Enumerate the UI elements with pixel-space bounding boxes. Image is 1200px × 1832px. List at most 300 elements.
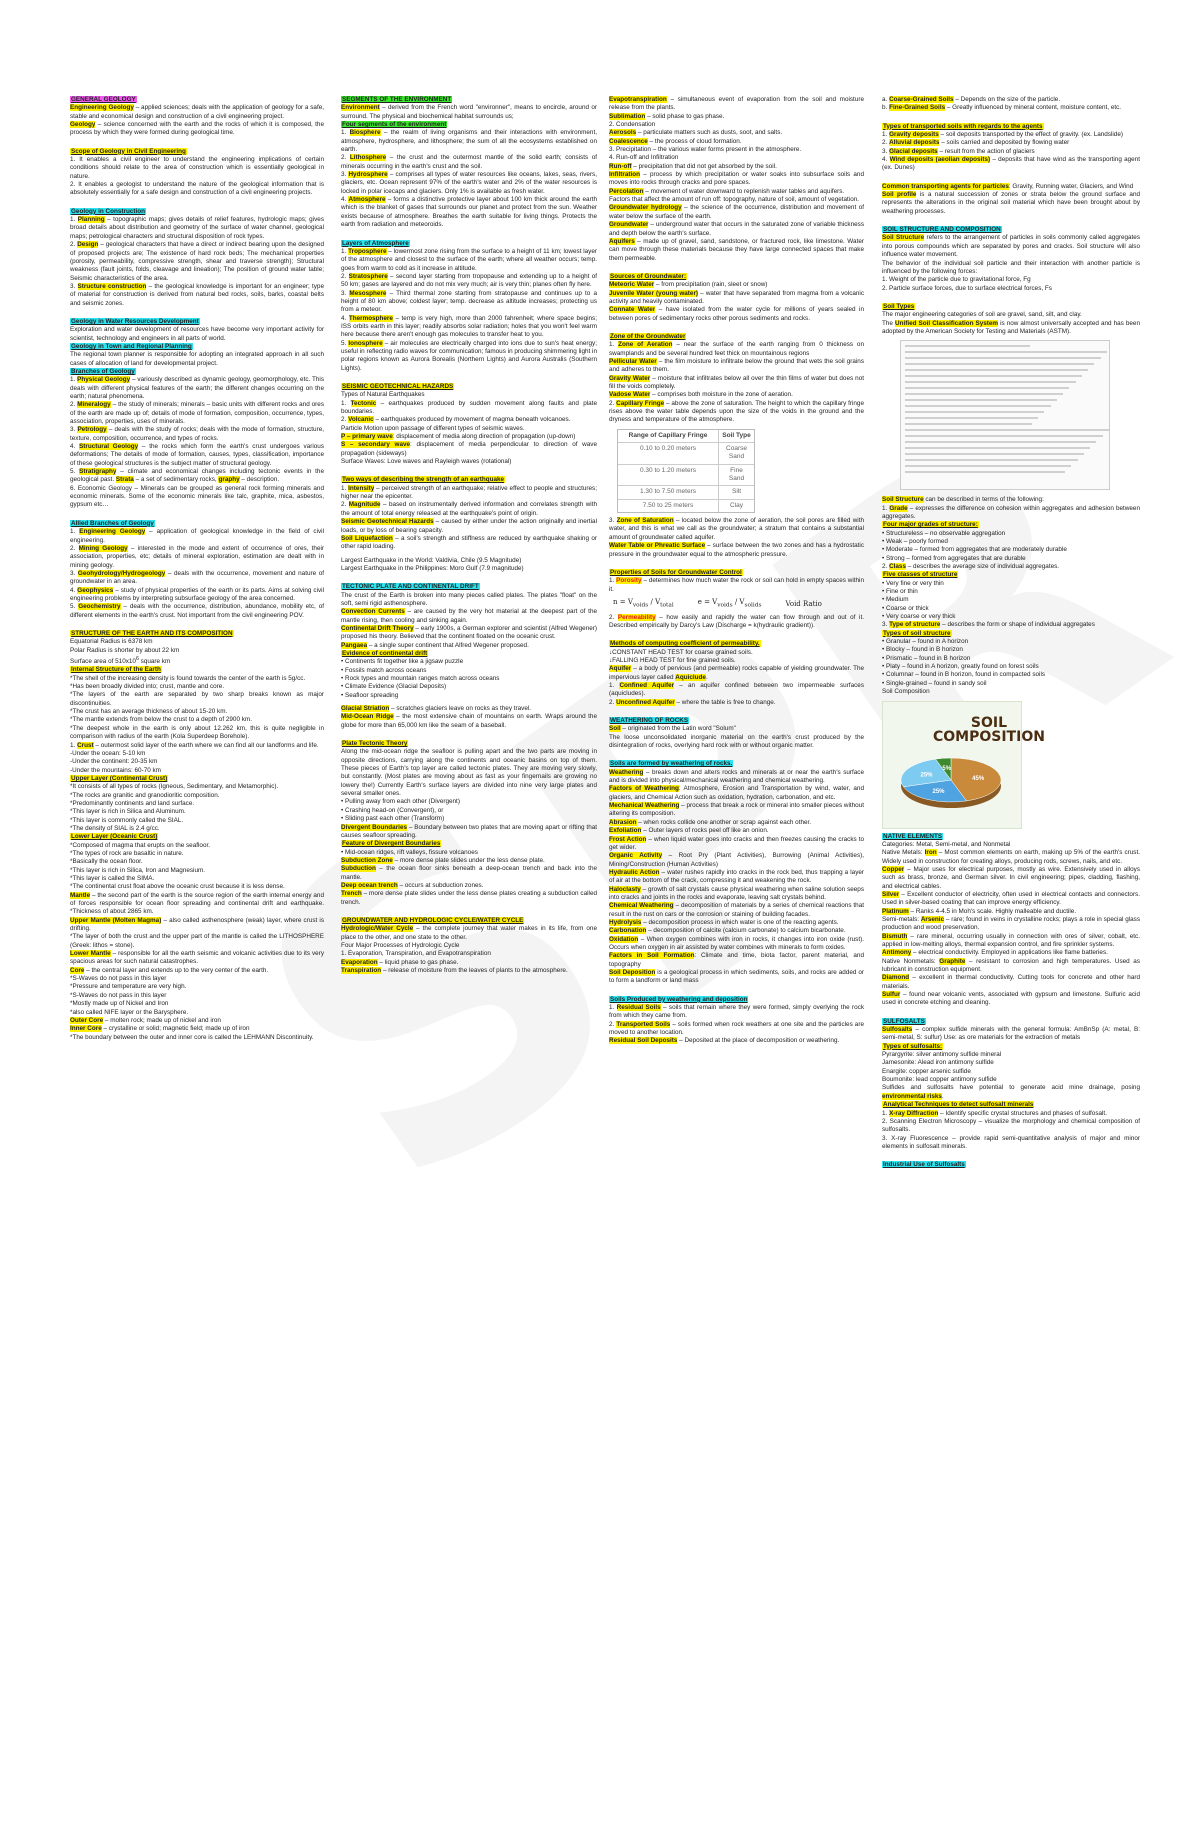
paragraph: S – secondary wave: displacement of media perpendicular to direction of wave propagation (sideways) [341, 441, 597, 457]
section-heading-text: Geology in Construction [71, 207, 146, 215]
paragraph: 2. Volcanic – earthquakes produced by movement of magma beneath volcanoes. [341, 416, 571, 424]
section-heading-text: NATIVE ELEMENTS [883, 832, 943, 840]
section-heading [341, 240, 597, 248]
chart-image-line [905, 351, 1107, 353]
paragraph: *This layer is commonly called the SIAL. [70, 816, 184, 824]
soil-composition-pie [895, 750, 1007, 812]
chart-image-line [905, 441, 1096, 443]
paragraph: Exfoliation – Outer layers of rocks peel off like an onion. [609, 827, 769, 835]
paragraph: Groundwater – underground water that occurs in the saturated zone of variable thickness and depth below the earth's surface. [609, 221, 864, 237]
section-heading [341, 840, 597, 848]
section-heading [882, 833, 1140, 841]
section-heading-text: WEATHERING OF ROCKS [610, 717, 689, 725]
paragraph: 2. Condensation [609, 121, 656, 129]
section-heading [609, 569, 864, 577]
paragraph: The behavior of the individual soil particle and their interaction with another particle is influenced by the following forces: [882, 259, 1140, 275]
paragraph: Carbonation – decomposition of calcite (calcium carbonate) to calcium bicarbonate. [609, 927, 846, 935]
paragraph: 3. Geohydrology/Hydrogeology – deals with the occurrence, movement and nature of groundwater in an area. [70, 569, 324, 586]
section-heading [70, 96, 324, 104]
spacer [341, 466, 597, 476]
paragraph: 1. Porosity – determines how much water the rock or soil can hold in empty spaces within it. [609, 577, 864, 593]
paragraph: Platinum – Ranks 4-4.5 in Moh's scale. Highly malleable and ductile. [882, 907, 1077, 915]
spacer [882, 216, 1140, 226]
spacer [609, 323, 864, 333]
paragraph: Soil Structure can be described in terms of the following: [882, 496, 1044, 504]
spacer [341, 230, 597, 240]
paragraph: Evaporation – liquid phase to gas phase. [341, 958, 459, 966]
paragraph: 1. It enables a civil engineer to understand the engineering implications of certain conditions should relate to the area of construction which is essentially geological in nature. [70, 156, 324, 180]
paragraph: b. Fine-Grained Soils – Greatly influenced by mineral content, moisture content, etc. [882, 104, 1122, 112]
paragraph: Mechanical Weathering – process that break a rock or mineral into smaller pieces without altering its composition. [609, 802, 864, 818]
paragraph: Surface area of $510x10^6$ square km [70, 655, 171, 666]
section-heading [882, 303, 1140, 311]
table-row [618, 464, 754, 486]
table-header-row [618, 430, 754, 442]
section-heading [882, 521, 1140, 529]
section-heading [70, 148, 324, 156]
paragraph: • Blocky – found in B horizon [882, 646, 963, 654]
paragraph: *Mostly made up of Nickel and Iron [70, 1000, 169, 1008]
section-heading [341, 476, 597, 484]
section-heading-text: Upper Layer (Continental Crust) [71, 774, 168, 782]
section-heading-text: Types of sulfosalts: [883, 1042, 943, 1050]
section-heading [341, 917, 597, 925]
section-heading-text: Lower Layer (Oceanic Crust) [71, 833, 158, 841]
paragraph: • Structureless – no observable aggregation [882, 529, 1006, 537]
chart-image-line [905, 429, 1109, 431]
paragraph: 1. Crust – outermost solid layer of the earth where we can find all our landforms and life. [70, 741, 319, 749]
section-heading-text: GENERAL GEOLOGY [71, 96, 136, 103]
paragraph: Hydrologic/Water Cycle – the complete journey that water makes in its life, from one place to the other, and one state to the other. [341, 925, 597, 941]
section-heading [341, 583, 597, 591]
paragraph: Factors of Weathering: Atmosphere, Erosion and Transportation by wind, water, and glaciers, and Chemical Action such as oxidation, hydration, carbonation, and etc. [609, 785, 864, 801]
column-2 [341, 96, 597, 1746]
section-heading-text: GROUNDWATER AND HYDROLOGIC CYCLE/WATER CYCLE [342, 916, 524, 924]
paragraph: Polar Radius is shorter by about 22 km [70, 646, 180, 654]
paragraph: Vadose Water – comprises both moisture in the zone of aeration. [609, 391, 793, 399]
paragraph: Residual Soil Deposits – Deposited at the place of decomposition or weathering. [609, 1037, 840, 1045]
paragraph: *The boundary between the outer and inner core is called the LEHMANN Discontinuity. [70, 1033, 314, 1041]
paragraph: *Basically the ocean floor. [70, 858, 143, 866]
paragraph: Continental Drift Theory – early 1900s, a German explorer and scientist (Alfred Wegener) proposed his theory. Believed that the continent floated on the oceanic crust. [341, 624, 597, 641]
paragraph: *The rocks are granitic and granodioritic composition. [70, 791, 220, 799]
table-cell: Coarse Sand [718, 443, 754, 464]
paragraph: Subduction – the ocean floor sinks beneath a deep-ocean trench and back into the mantle. [341, 865, 597, 881]
table-cell: Fine Sand [718, 465, 754, 486]
spacer [882, 1008, 1140, 1018]
chart-image-line [905, 375, 1082, 377]
paragraph: • Strong – formed from aggregates that are durable [882, 554, 1026, 562]
section-heading [609, 333, 864, 341]
column-4 [882, 96, 1140, 1746]
paragraph: 3. Petrology – deals with the study of rocks; deals with the mode of formation, structure, texture, composition, occurrence, and types of rocks. [70, 426, 324, 442]
paragraph: *The types of rock are basaltic in nature. [70, 849, 184, 857]
paragraph: -Under the mountains: 60-70 km [70, 766, 161, 774]
paragraph: • Seafloor spreading [341, 691, 399, 699]
paragraph: Along the mid-ocean ridge the seafloor is pulling apart and the two parts are moving in opposite directions, carrying along the continents and oceanic basins on top of them. These pieces of Earth's top layer are called tectonic plates. They are moving very slowly, but constantly. (Most plates are moving about as fast as your fingernails are growing no lowery the!) Currently Earth's surface layers are divided into nine very large plates and several smaller ones. [341, 748, 597, 798]
paragraph: 1. Engineering Geology – application of geological knowledge in the field of civil engineering. [70, 528, 324, 544]
paragraph: Water Table or Phreatic Surface – surface between the two zones and has a hydrostatic pressure in the groundwater equal to the atmospheric pressure. [609, 542, 864, 558]
paragraph: Mantle – the second part of the earth is the source region of the earth internal energy and of forces responsible for ocean floor spreading and continental drift and earthquake. *Thickness of about 2865 km. [70, 891, 324, 916]
paragraph: Mid-Ocean Ridge – the most extensive chain of mountains on earth. Wraps around the globe for more than 65,000 km like the seam of a baseball. [341, 713, 597, 729]
paragraph: Inner Core – crystalline or solid; magnetic field; made up of iron [70, 1025, 250, 1033]
paragraph: 6. Economic Geology – Minerals can be grouped as general rock forming minerals and economic minerals. Some of the economic minerals like talc, graphite, mica, asbestos, gypsum etc… [70, 484, 324, 509]
void-ratio-label: Void Ratio [785, 599, 822, 608]
paragraph: 2. Design – geological characters that have a direct or indirect bearing upon the designed of proposed projects are; The existence of hard rock beds; The mechanical properties (porosity, permeability, compressive strength, shear and traverse strength); Structural weakness (fault joints, folds, cleavage and lineation); The position of ground water table; Seismic characteristics of the area. [70, 241, 324, 282]
paragraph: • Columnar – found in B horizon, found in compacted soils [882, 671, 1046, 679]
section-heading [609, 640, 864, 648]
paragraph: The Unified Soil Classification System is now almost universally accepted and has been adopted by the American Society for Testing and Materials (ASTM). [882, 319, 1140, 335]
paragraph: Sulfosalts – complex sulfide minerals with the general formula: AmBnSp (A: metal, B: semi-metal, S: sulfur) Use: as ore materials for the extraction of metals [882, 1026, 1140, 1042]
paragraph: 3. Glacial deposits – result from the action of glaciers [882, 147, 1035, 155]
paragraph: Pellicular Water – the film moisture to infiltrate below the ground that wets the soil grains and adheres to them. [609, 357, 864, 374]
paragraph: *The density of SIAL is 2.4 g/cc. [70, 824, 160, 832]
paragraph: *Pressure and temperature are very high. [70, 983, 187, 991]
paragraph: 2. Mineralogy – the study of minerals; minerals – basic units with different rocks and ores of the earth are made up of; details of mode of formation, composition, occurrence, types, association, properties, uses of minerals. [70, 401, 324, 426]
section-heading [882, 226, 1140, 234]
paragraph: 2. It enables a geologist to understand the nature of the geological information that is absolutely essentially for a safe design and construction of a civil engineering projects. [70, 181, 324, 197]
section-heading [882, 630, 1140, 638]
chart-image-line [905, 393, 1063, 395]
paragraph: Run-off – precipitation that did not get absorbed by the soil. [609, 162, 777, 170]
section-heading-text: Soil Types [883, 302, 915, 310]
section-heading [882, 1043, 1140, 1051]
paragraph: Engineering Geology – applied sciences; deals with the application of geology for a safe, stable and economical design and construction of a civil engineering project. [70, 104, 324, 120]
paragraph: *It consists of all types of rocks (Igneous, Sedimentary, and Metamorphic). [70, 783, 279, 791]
paragraph: 1. Tectonic – earthquakes produced by sudden movement along faults and plate boundaries. [341, 399, 597, 416]
paragraph: Jamesonite: Alead iron antimony sulfide [882, 1059, 994, 1067]
paragraph: Surface Waves: Love waves and Rayleigh waves (rotational) [341, 458, 512, 466]
paragraph: 2. Unconfined Aquifer – where the table is free to change. [609, 698, 776, 706]
paragraph: Diamond – excellent in thermal conductivity. Cutting tools for concrete and other hard materials. [882, 974, 1140, 990]
paragraph: 3. Mesosphere – Third thermal zone starting from stratopause and continues up to a height of 80 km above; coldest layer; temp. decrease as altitude increases; protecting us from a meteor. [341, 289, 597, 314]
paragraph: • Fine or thin [882, 588, 918, 596]
paragraph: Trench – more dense plate slides under the less dense plates creating a subduction called trench. [341, 890, 597, 906]
chart-image-line [905, 435, 1103, 437]
paragraph: 4. Structural Geology – the rocks which form the earth's crust undergoes various deformations; The details of mode of formation, causes, types, classification, importance of these geological structures is the subject matter of structural geology. [70, 443, 324, 467]
paragraph: Exploration and water development of resources have become very important activity for scientist, technology and engineers in all parts of world. [70, 326, 324, 342]
paragraph: *S-Waves do not pass in this layer [70, 975, 167, 983]
paragraph: Four Major Processes of Hydrologic Cycle [341, 941, 460, 949]
section-heading-text: Feature of Divergent Boundaries [342, 840, 441, 848]
paragraph: 1. Intensity – perceived strength of an earthquake; relative effect to people and structures; higher near the epicenter. [341, 484, 597, 501]
paragraph: Bismuth – rare mineral, occurring usually in connection with ores of silver, cobalt, etc. applied in low-melting alloys, thermal expansion control, and fire sprinkler systems. [882, 932, 1140, 948]
section-heading [609, 996, 864, 1004]
paragraph: Groundwater hydrology – the science of the occurrence, distribution and movement of water below the surface of the earth. [609, 204, 864, 220]
section-heading-text: Branches of Geology [71, 367, 135, 375]
section-heading-text: Sources of Groundwater: [610, 272, 687, 280]
section-heading [341, 96, 597, 104]
paragraph: Upper Mantle (Molten Magma) – also called asthenosphere (weak) layer, where crust is drifting. [70, 916, 324, 933]
paragraph: Connate Water – have isolated from the water cycle for millions of years sealed in between pores of sedimentary rocks other porous sediments and rocks. [609, 306, 864, 322]
paragraph: *The layer of both the crust and the upper part of the mantle is called the LITHOSPHERE (Greek: lithos = stone). [70, 933, 324, 949]
paragraph: • Sliding past each other (Transform) [341, 815, 445, 823]
section-heading [70, 520, 324, 528]
soil-composition-image [882, 701, 1045, 829]
pie-slice-label: 25% [920, 772, 933, 779]
paragraph: 3. X-ray Fluorescence – provide rapid semi-quantitative analysis of major and minor elements in sulfosalt minerals. [882, 1134, 1140, 1150]
paragraph: • Granular – found in A horizon [882, 638, 969, 646]
chart-image-line [905, 363, 1094, 365]
spacer [609, 986, 864, 996]
spacer [882, 173, 1140, 183]
section-heading [341, 650, 597, 658]
paragraph: Sublimation – solid phase to gas phase. [609, 112, 725, 120]
section-heading-text: SULFOSALTS [883, 1017, 925, 1025]
table-row [618, 485, 754, 498]
paragraph: The loose unconsolidated inorganic material on the earth's crust produced by the disintegration of rocks, overlying hard rock with or without organic matter. [609, 733, 864, 750]
paragraph: -Under the ocean: 5-10 km [70, 749, 146, 757]
paragraph: Geology – science concerned with the earth and the rocks of which it is composed, the process by which they were formed during geological time. [70, 121, 324, 137]
porosity-equation: $n = V_{voids} / V_{total}$ [613, 597, 674, 609]
capillary-fringe-table [617, 429, 755, 513]
paragraph: Subduction Zone – more dense plate slides under the less dense plate. [341, 856, 545, 864]
paragraph: *The deepest whole in the earth is only about 12.262 km, this is quite negligible in comparison with radius of the earth (Kola Superdeep Borehole). [70, 724, 324, 741]
section-heading-text: Five classes of structure [883, 571, 958, 579]
paragraph: • Rock types and mountain ranges match across oceans [341, 675, 500, 682]
paragraph: 1. Confined Aquifer – an aquifer confined between two impermeable surfaces (aquicludes). [609, 682, 864, 698]
section-heading [609, 717, 864, 725]
paragraph: 1. Zone of Aeration – near the surface of the earth ranging from 0 thickness on swamplands and be several hundred feet thick on mountainous regions [609, 341, 864, 357]
paragraph: 5. Geochemistry – deals with the occurrence, distribution, abundance, mobility etc, of different elements in the earth's crust. Not important from the civil engineering POV. [70, 603, 324, 619]
paragraph: Soil Liquefaction – a soil's strength and stiffness are reduced by earthquake shaking or other rapid loading. [341, 534, 597, 551]
section-heading [70, 318, 324, 326]
table-cell: 7.50 to 25 meters [642, 501, 694, 509]
paragraph: 1. Planning – topographic maps; gives details of relief features, hydrologic maps; gives broad details about distribution and geometry of the surface of water channel, geological maps; petrological characters and structural disposition of rock types. [70, 216, 324, 240]
paragraph: *Composed of magma that erupts on the seafloor. [70, 841, 210, 849]
chart-image-line [905, 369, 1088, 371]
section-heading-text: Soils are formed by weathering of rocks. [610, 760, 733, 768]
table-cell: 0.10 to 0.20 meters [639, 445, 696, 453]
paragraph: Core – the central layer and extends up to the very center of the earth. [70, 966, 269, 974]
section-heading [609, 273, 864, 281]
chart-image-line [905, 381, 1076, 383]
paragraph: Hydrolysis – decomposition process in which water is one of the reacting agents. [609, 918, 839, 926]
paragraph: • Moderate – formed from aggregates that are moderately durable [882, 546, 1067, 554]
chart-image-line [905, 405, 1051, 407]
paragraph: • Medium [882, 596, 909, 604]
section-heading [341, 121, 597, 129]
paragraph: • Crashing head-on (Convergent), or [341, 806, 444, 814]
paragraph: Common transporting agents for particles: Gravity, Running water, Glaciers, and Wind [882, 182, 1134, 190]
paragraph: Juvenile Water (young water) – water that have separated from magma from a volcanic activity and heavily contaminated. [609, 289, 864, 305]
soil-composition-title: SOIL COMPOSITION [933, 714, 1045, 745]
section-heading-text: Zone of the Groundwater [610, 332, 686, 340]
paragraph: • Pulling away from each other (Divergent) [341, 798, 460, 806]
paragraph: Aerosols – particulate matters such as dusts, soot, and salts. [609, 129, 783, 137]
paragraph: Seismic Geotechnical Hazards – caused by either under the action originally and inertial loads, or by loss of bearing capacity. [341, 518, 597, 534]
paragraph: Soil – originated from the Latin word "Solum" [609, 725, 736, 733]
paragraph: 4. Atmosphere – forms a distinctive protective layer about 100 km thick around the earth which is the blanket of gases that surrounds our planet and protect from the sun. Weather exists because of atmosphere. Breathes the earth suitable for living things. Protects the earth from radiation and meteoroids. [341, 196, 597, 229]
paragraph: • Weak – poorly formed [882, 537, 948, 545]
table-header-cell: Soil Type [718, 430, 754, 442]
section-heading [70, 368, 324, 376]
section-heading-text: Evidence of continental drift [342, 649, 428, 657]
section-heading-text: Four major grades of structure: [883, 521, 978, 529]
paragraph: Lower Mantle – responsible for all the earth seismic and volcanic activities due to its very spacious areas for such natural catastrophes. [70, 950, 324, 966]
paragraph: • Prismatic – found in B horizon [882, 654, 971, 662]
paragraph: *This layer is rich in Silica, Iron and Magnesium. [70, 866, 206, 874]
paragraph: *The shell of the increasing density is found towards the center of the earth is 5g/cc. [70, 674, 306, 682]
paragraph: Factors that affect the amount of run off: topography, nature of soil, amount of vegetation. [609, 196, 860, 204]
paragraph: Chemical Weathering – decomposition of materials by a series of chemical reactions that result in the rust on cars or the corrosion or staining of building facades. [609, 902, 864, 918]
paragraph: *The mantle extends from below the crust to a depth of 2900 km. [70, 716, 252, 724]
paragraph: Pangaea – a single super continent that Alfred Wegener proposed. [341, 641, 529, 649]
paragraph: 2. Mining Geology – interested in the mode and extent of occurrence of ores, their association, properties, etc; details of mineral exploration, estimation are dealt with in mining geology. [70, 544, 324, 569]
paragraph: Oxidation – When oxygen combines with iron in rocks, it changes into iron oxide (rust). Occurs when oxygen in air assisted by water combines with minerals to form oxides. [609, 935, 864, 951]
paragraph: Factors in Soil Formation: Climate and time, biota factor, parent material, and topography [609, 952, 864, 968]
paragraph: • Mid-ocean ridges, rift valleys, fissure volcanoes [341, 848, 478, 856]
spacer [609, 630, 864, 640]
paragraph: 2. Permeability – how easily and rapidly the water can flow through and out of it. Described empirically by Darcy's Law (Discharge = k(hydraulic gradient)). [609, 613, 864, 629]
pie-slice-label: 25% [932, 788, 945, 795]
paragraph: Convection Currents – are caused by the very hot material at the deepest part of the mantle rising, then cooling and sinking again. [341, 608, 597, 624]
section-heading-text: TECTONIC PLATE AND CONTINENTAL DRIFT [342, 583, 479, 591]
table-cell: Silt [718, 486, 754, 498]
paragraph: Abrasion – when rocks collide one another or scrap against each other. [609, 818, 812, 826]
paragraph: Largest Earthquake in the World: Valdivia, Chile (9.5 Magnitude) [341, 556, 522, 564]
section-heading-text: STRUCTURE OF THE EARTH AND ITS COMPOSITION [71, 629, 233, 637]
paragraph: Largest Earthquake in the Philippines: Moro Gulf (7.9 magnitude) [341, 564, 524, 572]
paragraph: Semi-metals: Arsenic – rare; found in veins in crystalline rocks; plays a role in special glass production and wood preservation. [882, 915, 1140, 932]
paragraph: Types of Natural Earthquakes [341, 391, 425, 399]
section-heading-text: SEISMIC GEOTECHNICAL HAZARDS [342, 383, 454, 390]
paragraph: 1. Biosphere – the realm of living organisms and their interactions with environment, atmosphere, hydrosphere, and lithosphere; the sum of all the ecosystems established on earth. [341, 129, 597, 154]
paragraph: 3. Precipitation – the various water forms present in the atmosphere. [609, 146, 802, 154]
spacer [341, 907, 597, 917]
spacer [609, 263, 864, 273]
paragraph: Haloclasty – growth of salt crystals cause physical weathering when saline solution seeps into cracks and joints in the rocks and evaporate, leaving salt crystals behind. [609, 885, 864, 901]
paragraph: *Predominantly continents and land surface. [70, 799, 195, 807]
paragraph: 5. Stratigraphy – climate and economical changes including tectonic events in the geological past. Strata – a set of sedimentary rocks, graphy – description. [70, 468, 324, 484]
section-heading [341, 740, 597, 748]
column-1 [70, 96, 324, 1746]
paragraph: 1. Residual Soils – soils that remain where they were formed, simply overlying the rock from which they came from. [609, 1004, 864, 1020]
paragraph: 2. Lithosphere – the crust and the outermost mantle of the solid earth; consists of minerals occurring in the earth's crust and the soil. [341, 154, 597, 170]
paragraph: Frost Action – when liquid water goes into cracks and then freezes causing the cracks to get wider. [609, 835, 864, 851]
column-3 [609, 96, 864, 1746]
paragraph: Sulfides and sulfosalts have potential to generate acid mine drainage, posing environmental risks. [882, 1084, 1140, 1100]
paragraph: 2. Transported Soils – soils formed when rock weathers at one site and the particles are moved to another location. [609, 1020, 864, 1037]
paragraph: ↓CONSTANT HEAD TEST for coarse grained soils. [609, 648, 753, 656]
paragraph: Meteoric Water – from precipitation (rain, sleet or snow) [609, 281, 768, 289]
paragraph: 4. Thermosphere – temp is very high, more than 2000 fahrenheit; where space begins; ISS orbits earth in this layer; readily absorbs solar radiation; holes that you won't feel warm here because there aren't enough gas molecules to transfer heat to you. [341, 314, 597, 339]
section-heading [70, 666, 324, 674]
paragraph: 2. Magnitude – based on instrumentally derived information and correlates strength with the amount of total energy released at the earthquake's point of origin. [341, 501, 597, 517]
paragraph: The major engineering categories of soil are gravel, sand, silt, and clay. [882, 311, 1082, 319]
spacer [609, 750, 864, 760]
section-heading [882, 1018, 1140, 1026]
paragraph: Copper – Major uses for electrical purposes, mostly as wire. Extensively used in alloys such as brass, bronze, and German silver. In civil engineering; pipes, cladding, flashing, and electrical cables. [882, 865, 1140, 890]
paragraph: Outer Core – molten rock; made up of nickel and iron [70, 1016, 221, 1024]
paragraph: 1. Troposphere – lowermost zone rising from the surface to a height of 11 km; lowest layer of the atmosphere and closest to the surface of the earth; where all weather occurs; temp. goes from warm to cold as it increase in altitude. [341, 247, 597, 272]
chart-image-line [905, 423, 1032, 425]
section-heading-text: SEGMENTS OF THE ENVIRONMENT [342, 96, 452, 103]
paragraph: 2. Scanning Electron Microscopy – visualize the morphology and chemical composition of sulfosalts. [882, 1117, 1140, 1134]
section-heading-text: Scope of Geology in Civil Engineering [71, 147, 186, 155]
paragraph: Coalescence – the process of cloud formation. [609, 137, 742, 145]
chart-image-line [905, 453, 1084, 455]
paragraph: 3. Structure construction – the geological knowledge is important for an engineer; type of material for construction is derived from natural bed rocks, soils, barks, coastal belts and seismic zones. [70, 282, 324, 307]
paragraph: Antimony – electrical conductivity. Employed in applications like flame batteries. [882, 949, 1108, 957]
paragraph: 3. Hydrosphere – comprises all types of water resources like oceans, lakes, seas, rivers, glaciers, etc. Ocean represent 97% of the earth's water and 2% of the water resources is locked in polar icecaps and glaciers. Only 1% is available as fresh water. [341, 171, 597, 195]
paragraph: 1. Physical Geology – variously described as dynamic geology, geomorphology, etc. This deals with different physical features of the earth; the different changes occurring on the earth; natural phenomena. [70, 376, 324, 400]
paragraph: Soil profile is a natural succession of zones or strata below the ground surface and represents the alterations in the original soil material which have been brought about by weathering processes. [882, 191, 1140, 215]
paragraph: Gravity Water – moisture that infiltrates below all over the thin films of water but does not fill the voids completely. [609, 374, 864, 390]
section-heading-text: SOIL STRUCTURE AND COMPOSITION [883, 226, 1001, 234]
paragraph: Native Nonmetals: Graphite – resistant to corrosion and high temperatures. Used as lubricant in construction equipment. [882, 957, 1140, 973]
paragraph: a. Coarse-Grained Soils – Depends on the size of the particle. [882, 96, 1061, 103]
pie-slice-label: 45% [972, 775, 985, 782]
section-heading-text: Allied Branches of Geology [71, 519, 154, 527]
paragraph: 3. Zone of Saturation – located below the zone of aeration, the soil pores are filled with water, and this is what we call as the groundwater; a stratum that contains a substantial amount of groundwater called aquifer. [609, 517, 864, 541]
paragraph: *S-Waves do not pass in this layer [70, 991, 167, 999]
section-heading-text: Two ways of describing the strength of an earthquake [342, 476, 505, 484]
section-heading-text: Soils Produced by weathering and deposition [610, 995, 748, 1003]
paragraph: *This layer is rich in Silica and Aluminum. [70, 808, 186, 816]
paragraph: Evapotranspiration – simultaneous event of evaporation from the soil and moisture release from the plants. [609, 96, 864, 112]
paragraph: *This layer is called the SIMA. [70, 875, 155, 883]
paragraph: *The layers of the earth are separated by two sharp breaks known as major discontinuities. [70, 691, 324, 707]
spacer [341, 573, 597, 583]
table-cell: Clay [718, 500, 754, 512]
spacer [70, 138, 324, 148]
paragraph: Categories: Metal, Semi-metal, and Nonmetal [882, 840, 1011, 848]
chart-image-line [905, 465, 1071, 467]
spacer [609, 559, 864, 569]
section-heading [882, 1161, 1140, 1169]
paragraph: Particle Motion upon passage of different types of seismic waves. [341, 424, 525, 432]
paragraph: *The continental crust float above the oceanic crust because it is less dense. [70, 883, 285, 891]
spacer [882, 1151, 1140, 1161]
section-heading-text: Properties of Soils for Groundwater Control [610, 568, 742, 576]
paragraph: Silver – Excellent conductor of electricity, often used in electrical contacts and connectors. Used in silver-based coating that can improve energy efficiency. [882, 890, 1140, 907]
paragraph: • Continents fit together like a jigsaw puzzle [341, 658, 464, 666]
paragraph: 2. Class – describes the average size of individual aggregates. [882, 563, 1060, 570]
section-heading-text: Types of transported soils with regards to the agents [883, 122, 1043, 130]
paragraph: The regional town planner is responsible for adopting an integrated approach in all such cases of allocation of land for developmental project. [70, 351, 324, 367]
paragraph: 4. Wind deposits (aeolian deposits) – deposits that have wind as the transporting agent (ex. Dunes) [882, 156, 1140, 172]
paragraph: Hydraulic Action – water rushes rapidly into cracks in the rock bed, thus trapping a layer of air at the bottom of the crack, compressing it and weakening the rock. [609, 868, 864, 885]
spacer [882, 113, 1140, 123]
paragraph: Aquifer – a body of pervious (and permeable) rocks capable of yielding groundwater. The impervious layer called Aquiclude. [609, 665, 864, 681]
paragraph: • Fossils match across oceans [341, 666, 427, 674]
chart-image-line [905, 471, 1065, 473]
chart-image-line [905, 417, 1038, 419]
paragraph: • Climate Evidence (Glacial Deposits) [341, 683, 447, 691]
section-heading [341, 383, 597, 391]
paragraph: *Has been broadly divided into; crust, mantle and core. [70, 683, 225, 691]
table-cell: 1.30 to 7.50 meters [639, 488, 696, 496]
paragraph: Environment – derived from the French word "environner", means to encircle, around or surround. The physical and biochemical habitat surrounds us; [341, 104, 597, 120]
paragraph: 2. Stratosphere – second layer starting from tropopause and extending up to a height of 50 km; gases are layered and do not mix very much; air is very thin; planes often fly here. [341, 272, 597, 289]
table-header-cell: Range of Capillary Fringe [628, 431, 708, 439]
usc-classification-chart-image [900, 340, 1110, 490]
chart-image-line [905, 459, 1078, 461]
section-heading-text: Analytical Techniques to detect sulfosalt minerals [883, 1101, 1034, 1109]
spacer [70, 620, 324, 630]
paragraph: 1. Gravity deposits – soil deposits transported by the effect of gravity. (ex. Landslide) [882, 131, 1123, 139]
paragraph: Soil Deposition is a geological process in which sediments, soils, and rocks are added or to form a landform or land mass [609, 969, 864, 985]
spacer [70, 198, 324, 208]
section-heading-text: Internal Structure of the Earth [71, 666, 161, 674]
section-heading [882, 571, 1140, 579]
paragraph: 1. X-ray Diffraction – Identify specific crystal structures and phases of sulfosalt. [882, 1109, 1107, 1117]
table-cell: 0.30 to 1.20 meters [639, 466, 696, 474]
paragraph: 5. Ionosphere – air molecules are electrically charged into ions due to sun's heat energy; useful in reflecting radio waves for communication; famous in producing shimmering light in polar regions known as Aurora Borealis (Northern Lights) and Aurora Australis (Southern Lights). [341, 339, 597, 372]
paragraph: *also called NIFE layer or the Barysphere. [70, 1008, 189, 1016]
paragraph: • Single-grained – found in sandy soil [882, 679, 987, 687]
